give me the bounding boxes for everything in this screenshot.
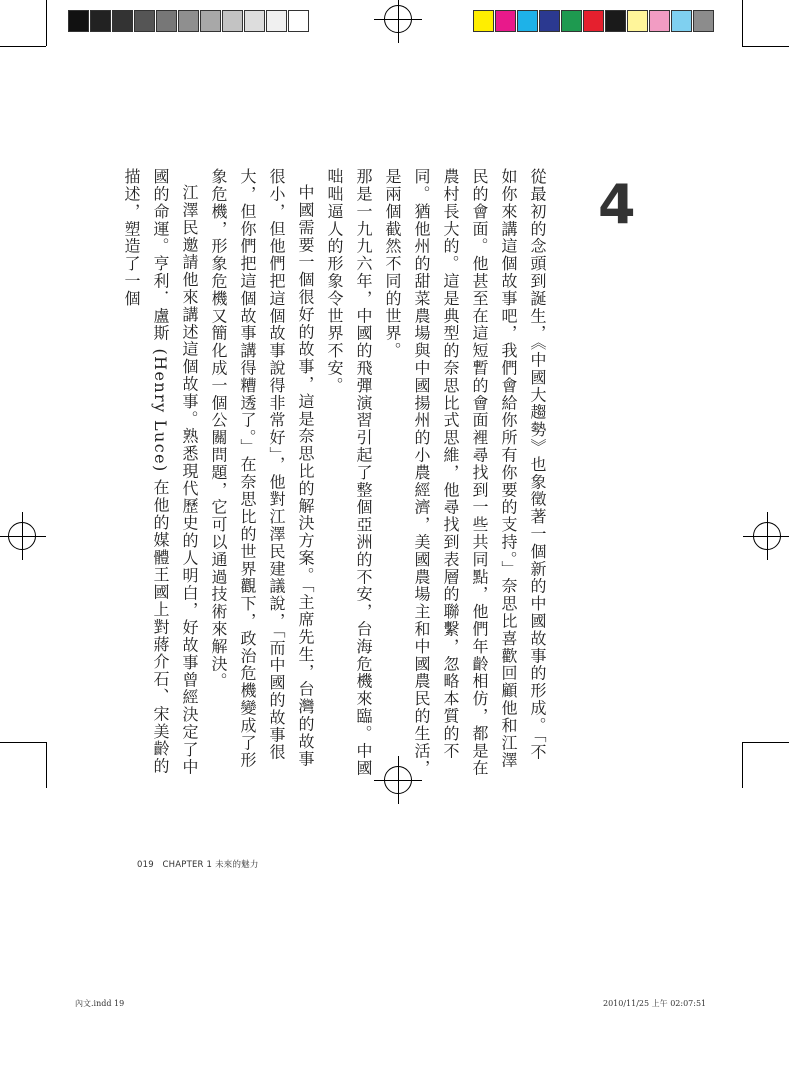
color-swatch [693, 10, 714, 32]
color-swatch [561, 10, 582, 32]
color-swatch [495, 10, 516, 32]
color-swatch [627, 10, 648, 32]
body-text [122, 168, 552, 778]
color-swatch [539, 10, 560, 32]
chapter-number: 4 [598, 173, 636, 236]
color-swatch [178, 10, 199, 32]
color-swatch [68, 10, 89, 32]
crop-mark [0, 46, 46, 47]
crop-mark [46, 742, 47, 788]
registration-mark [384, 5, 412, 33]
registration-mark [753, 522, 781, 550]
crop-mark [742, 46, 789, 47]
color-swatch [649, 10, 670, 32]
paragraph: 中國需要一個很好的故事，這是奈思比的解決方案。「主席先生，台灣的故事很小，但他們把這個故事說得非常好」，他對江澤民建議說，「而中國的故事很大，但你們把這個故事講得糟透了。」在奈思比的世界觀下，政治危機變成了形象危機，形象危機又簡化成一個公關問題，它可以通過技術來解決。 [209, 168, 315, 769]
color-swatch [288, 10, 309, 32]
paragraph: 從最初的念頭到誕生，《中國大趨勢》也象徵著一個新的中國故事的形成。「不如你來講這個故事吧，我們會給你所有你要的支持。」奈思比喜歡回顧他和江澤民的會面。他甚至在這短暫的會面裡尋找到一些共同點，他們年齡相仿，都是在農村長大的。這是典型的奈思比式思維，他尋找到表層的聯繫，忽略本質的不同。猶他州的甜菜農場與中國揚州的小農經濟，美國農場主和中國農民的生活，是兩個截然不同的世界。 [383, 168, 547, 777]
color-swatch [134, 10, 155, 32]
paragraph: 那是一九九六年，中國的飛彈演習引起了整個亞洲的不安，台海危機來臨。中國咄咄逼人的形象令世界不安。 [325, 168, 373, 777]
timestamp-slug: 2010/11/25 上午 02:07:51 [603, 999, 707, 1008]
crop-mark [0, 742, 46, 743]
grayscale-color-bar [68, 10, 310, 32]
color-swatch [90, 10, 111, 32]
process-color-bar [473, 10, 715, 32]
page-footer: 019 CHAPTER 1 未來的魅力 [137, 860, 259, 870]
color-swatch [583, 10, 604, 32]
color-swatch [517, 10, 538, 32]
crop-mark [46, 0, 47, 46]
crop-mark [742, 742, 789, 743]
color-swatch [222, 10, 243, 32]
color-swatch [112, 10, 133, 32]
color-swatch [200, 10, 221, 32]
paragraph: 江澤民邀請他來講述這個故事。熟悉現代歷史的人明白，好故事曾經決定了中國的命運。亨利．盧斯 (Henry Luce) 在他的媒體王國上對蔣介石、宋美齡的描述，塑造了一個 [122, 168, 199, 776]
crop-mark [742, 0, 743, 46]
registration-mark [8, 522, 36, 550]
color-swatch [266, 10, 287, 32]
color-swatch [605, 10, 626, 32]
file-slug: 內文.indd 19 [75, 999, 125, 1008]
color-swatch [671, 10, 692, 32]
crop-mark [742, 742, 743, 788]
color-swatch [156, 10, 177, 32]
color-swatch [473, 10, 494, 32]
color-swatch [244, 10, 265, 32]
